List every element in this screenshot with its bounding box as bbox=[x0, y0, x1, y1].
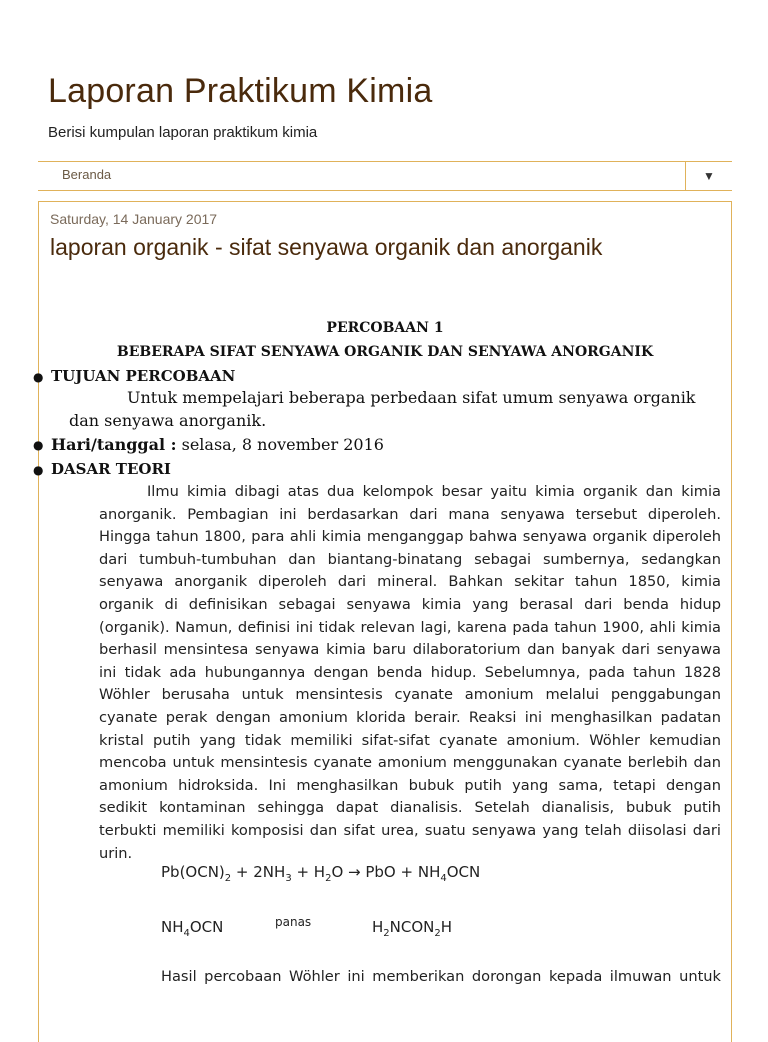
tujuan-text: Untuk mempelajari beberapa perbedaan sifat umum senyawa organik dan senyawa anorganik. bbox=[69, 388, 696, 430]
equation-1: $Pb(OCN)_2 + 2NH_3 + H_2O$ → PbO + $NH_4OCN$ bbox=[161, 863, 481, 884]
bullet-icon: ● bbox=[33, 370, 44, 384]
page-navigation bbox=[38, 161, 732, 191]
dasar-teori-paragraph: Ilmu kimia dibagi atas dua kelompok besar yaitu kimia organik dan kimia anorganik. Pembagian ini berdasarkan dari mana senyawa tersebut diperoleh. Hingga tahun 1800, para ahli kimia menganggap bahwa senyawa organik diperoleh dari tumbuh-tumbuhan dan biantang-binatang sebagai sumbernya, sedangkan senyawa anorganik diperoleh dari mineral. Bahkan sekitar tahun 1850, kimia organik di definisikan sebagai senyawa kimia yang berasal dari benda hidup (organik). Namun, definisi ini tidak relevan lagi, karena pada tahun 1900, ahli kimia berhasil mensintesa senyawa kimia baru dilaboratorium dan banyak dari senyawa ini tidak ada hubungannya dengan benda hidup. Sebelumnya, pada tahun 1828 Wöhler berusaha untuk mensintesis cyanate amonium melalui penggabungan cyanate perak dengan amonium klorida berair. Reaksi ini menghasilkan padatan kristal putih yang tidak memiliki sifat-sifat cyanate amonium. Wöhler kemudian mencoba untuk mensintesis cyanate amonium menggunakan cyanate berlebih dan amonium hidroksida. Ini menghasilkan bubuk putih yang sama, tetapi dengan sedikit kontaminan sehingga dapat dianalisis. Setelah dianalisis, bubuk putih terbukti memiliki komposisi dan sifat urea, suatu senyawa yang telah diisolasi dari urin. bbox=[99, 483, 721, 862]
post-container bbox=[33, 201, 732, 1042]
post-date: Saturday, 14 January 2017 bbox=[50, 211, 218, 227]
section-label-dasar: DASAR TEORI bbox=[51, 460, 171, 478]
bullet-icon: ● bbox=[33, 463, 44, 477]
equation-2-condition: panas bbox=[275, 915, 312, 929]
blog-description: Berisi kumpulan laporan praktikum kimia bbox=[48, 124, 318, 141]
blog-title[interactable]: Laporan Praktikum Kimia bbox=[48, 72, 433, 110]
nav-dropdown-button[interactable] bbox=[685, 162, 732, 190]
equation-2-reactant: $NH_4OCN$ bbox=[161, 918, 224, 939]
experiment-title-heading: BEBERAPA SIFAT SENYAWA ORGANIK DAN SENYAWA ANORGANIK bbox=[116, 344, 654, 360]
equation-2-product: $H_2NCON_2H$ bbox=[372, 918, 453, 939]
chevron-down-icon: ▼ bbox=[703, 169, 715, 183]
continuation-paragraph: Hasil percobaan Wöhler ini memberikan dorongan kepada ilmuwan untuk bbox=[161, 968, 721, 985]
section-label-tujuan: TUJUAN PERCOBAAN bbox=[51, 367, 236, 385]
section-label-hari: Hari/tanggal : bbox=[51, 435, 177, 454]
nav-home-link[interactable]: Beranda bbox=[62, 167, 112, 182]
experiment-number-heading: PERCOBAAN 1 bbox=[326, 320, 444, 336]
hari-value: selasa, 8 november 2016 bbox=[176, 435, 384, 454]
post-title[interactable]: laporan organik - sifat senyawa organik dan anorganik bbox=[50, 234, 603, 260]
bullet-icon: ● bbox=[33, 438, 44, 452]
